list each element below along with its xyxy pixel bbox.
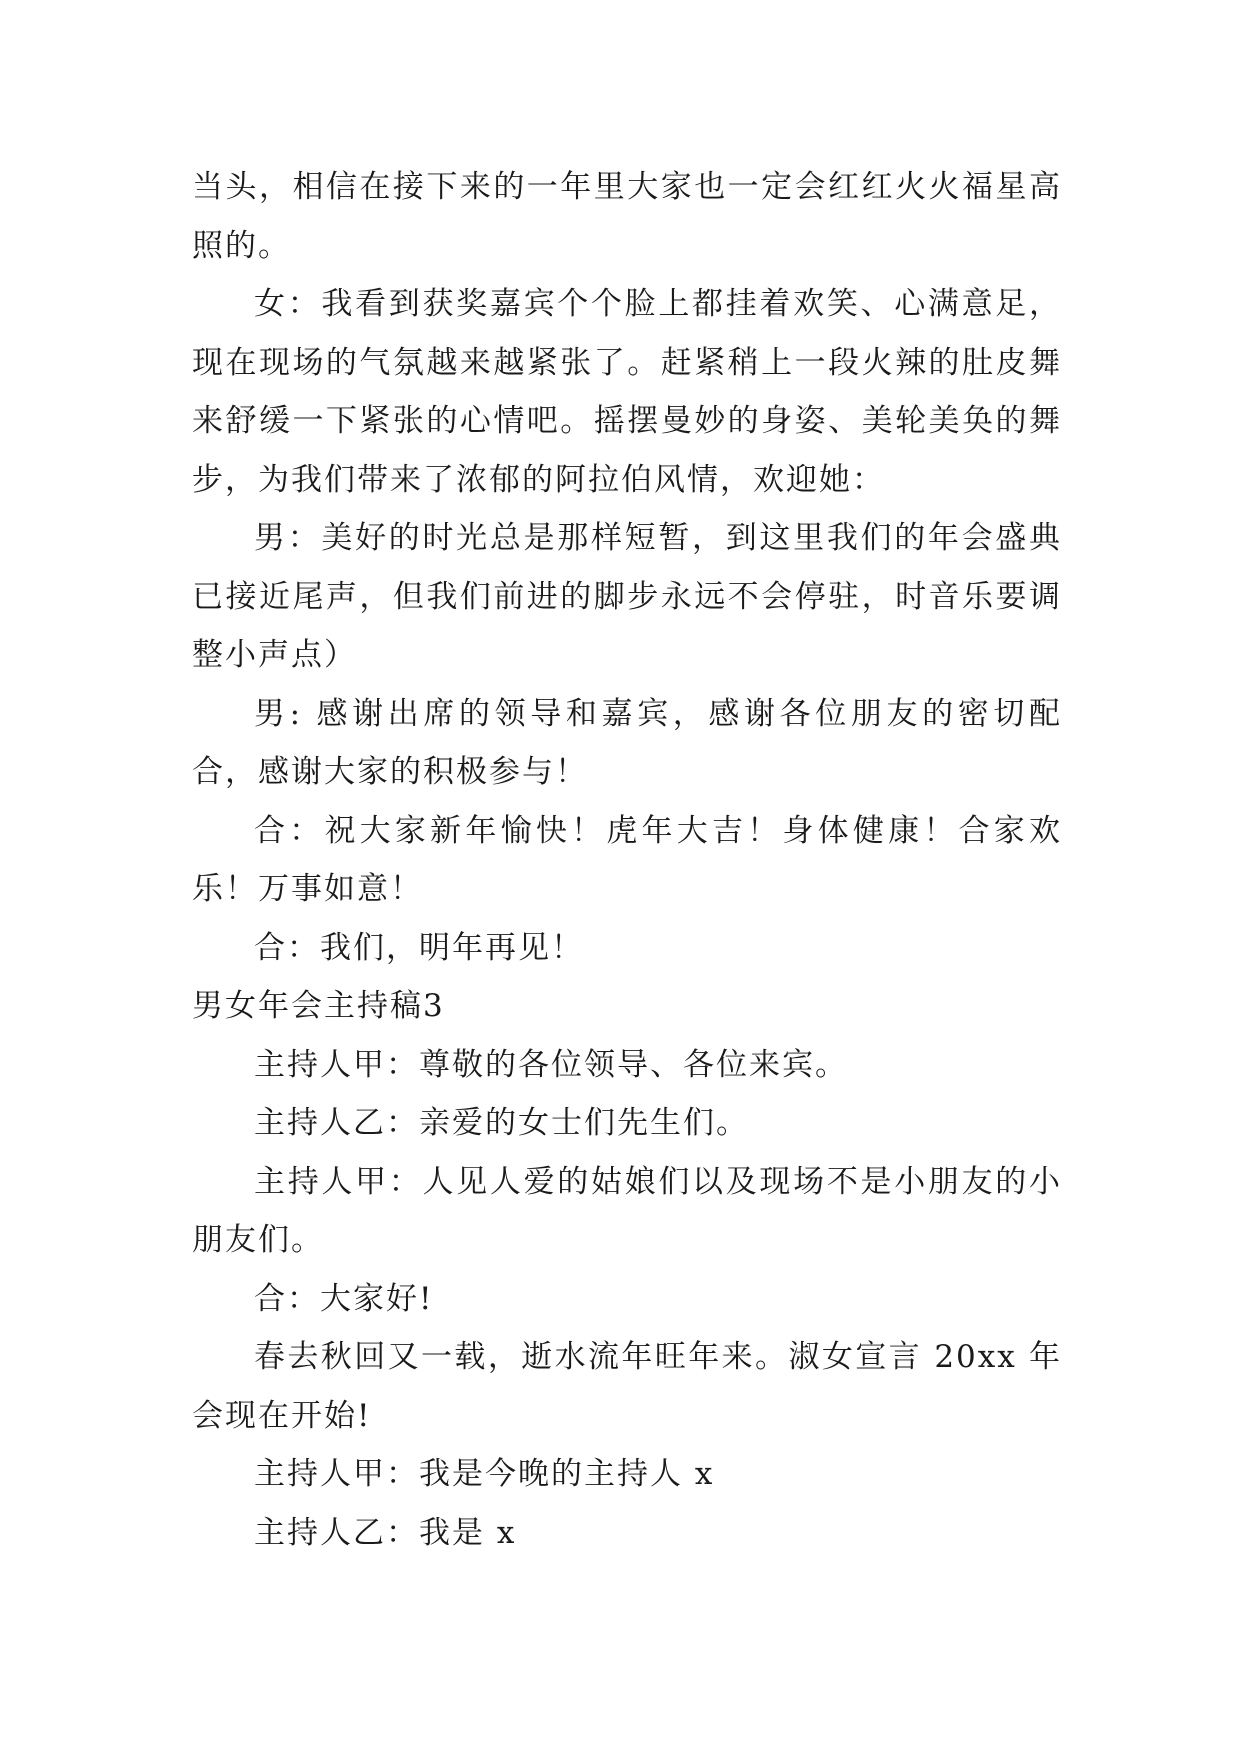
paragraph: 主持人乙：亲爱的女士们先生们。: [254, 1105, 749, 1141]
paragraph: 春去秋回又一载，逝水流年旺年来。淑女宣言 20xx 年会现在开始!: [192, 1339, 1062, 1434]
paragraph: 合：大家好!: [254, 1280, 434, 1317]
paragraph: 女：我看到获奖嘉宾个个脸上都挂着欢笑、心满意足，现在现场的气氛越来越紧张了。赶紧稍上一段火辣的肚皮舞来舒缓一下紧张的心情吧。摇摆曼妙的身姿、美轮美奂的舞步，为我们带来了浓郁的阿拉伯风情，欢迎她：: [192, 286, 1062, 498]
paragraph: 主持人乙：我是 x: [254, 1514, 517, 1551]
section-heading: 男女年会主持稿3: [192, 988, 445, 1024]
paragraph: 合：我们，明年再见！: [254, 929, 584, 966]
document-body: [192, 158, 1062, 1562]
paragraph: 合：祝大家新年愉快！虎年大吉！身体健康！合家欢乐！万事如意！: [192, 812, 1062, 907]
paragraph: 男：美好的时光总是那样短暂，到这里我们的年会盛典已接近尾声，但我们前进的脚步永远不会停驻，时音乐要调整小声点）: [192, 520, 1062, 673]
paragraph: 主持人甲：人见人爱的姑娘们以及现场不是小朋友的小朋友们。: [192, 1163, 1062, 1258]
paragraph: 当头，相信在接下来的一年里大家也一定会红红火火福星高照的。: [192, 169, 1062, 264]
paragraph: 主持人甲：我是今晚的主持人 x: [254, 1456, 715, 1492]
paragraph: 主持人甲：尊敬的各位领导、各位来宾。: [254, 1046, 848, 1083]
paragraph: 男: 感谢出席的领导和嘉宾，感谢各位朋友的密切配合，感谢大家的积极参与！: [192, 695, 1062, 790]
